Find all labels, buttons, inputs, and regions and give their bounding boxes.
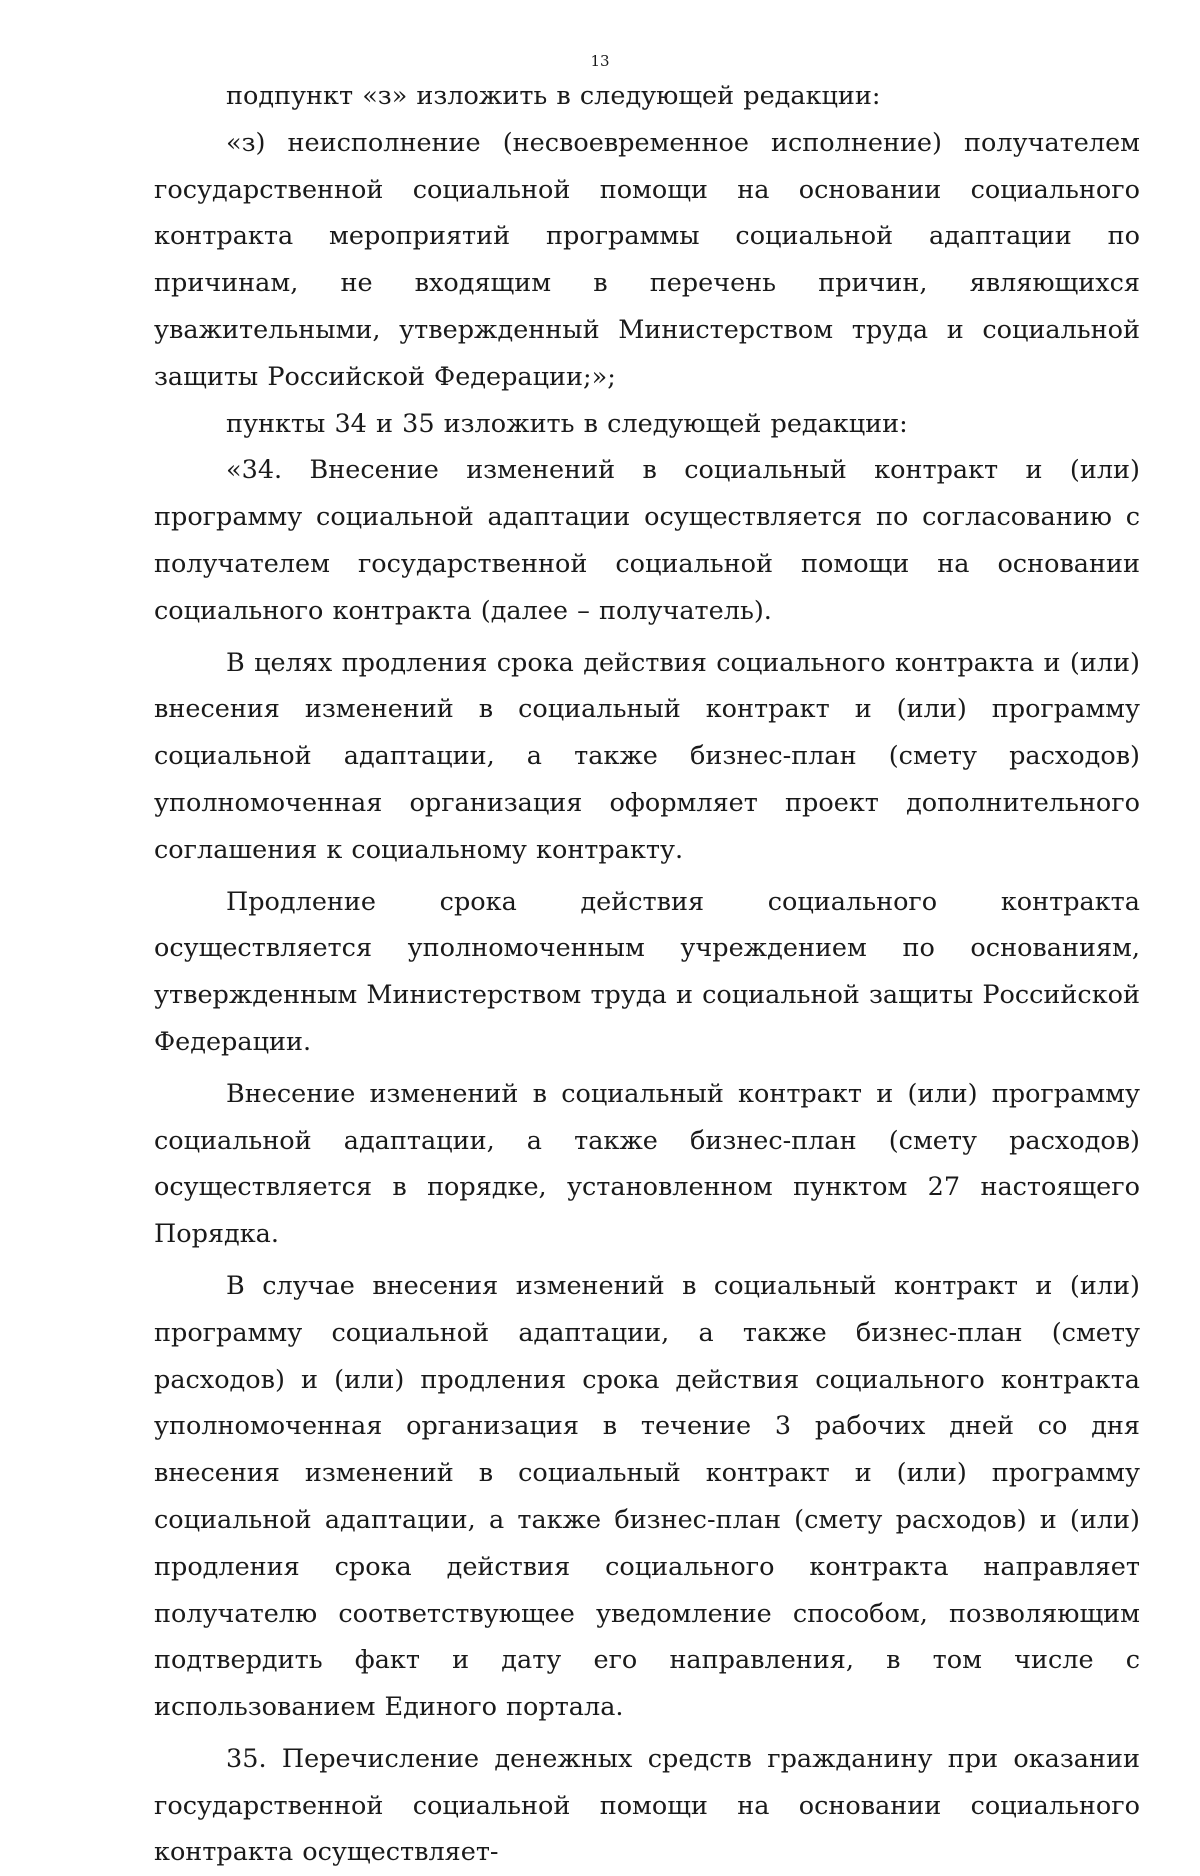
paragraph-subitem-z-text: «з) неисполнение (несвоевременное исполнение) получателем государственной социальной помощи на основании социального контракта мероприятий программы социальной адаптации по причинам, не входящим в перечень причин, являющихся уважительными, утвержденный Министерством труда и социальной защиты Российской Федерации;»; [154, 127, 1140, 392]
paragraph-amendment-procedure: Внесение изменений в социальный контракт и (или) программу социальной адаптации, а также бизнес-план (смету расходов) осуществляется в порядке, установленном пунктом 27 настоящего Порядка. [154, 1078, 1140, 1250]
page-number: 13 [590, 52, 610, 70]
paragraph-items-34-35-intro: пункты 34 и 35 изложить в следующей редакции: [226, 408, 908, 439]
paragraph-item-35: 35. Перечисление денежных средств гражданину при оказании государственной социальной помощи на основании социального контракта осуществляет- [154, 1743, 1140, 1868]
paragraph-notification: В случае внесения изменений в социальный контракт и (или) программу социальной адаптации, а также бизнес-план (смету расходов) и (или) продления срока действия социального контракта уполномоченная организация в течение 3 рабочих дней со дня внесения изменений в социальный контракт и (или) программу социальной адаптации, а также бизнес-план (смету расходов) и (или) продления срока действия социального контракта направляет получателю соответствующее уведомление способом, позволяющим подтвердить факт и дату его направления, в том числе с использованием Единого портала. [154, 1270, 1140, 1723]
paragraph-extension-grounds: Продление срока действия социального контракта осуществляется уполномоченным учреждением по основаниям, утвержденным Министерством труда и социальной защиты Российской Федерации. [154, 886, 1140, 1057]
document-body [154, 73, 1140, 1876]
paragraph-extension-purposes: В целях продления срока действия социального контракта и (или) внесения изменений в социальный контракт и (или) программу социальной адаптации, а также бизнес-план (смету расходов) уполномоченная организация оформляет проект дополнительного соглашения к социальному контракту. [154, 647, 1140, 865]
paragraph-item-34: «34. Внесение изменений в социальный контракт и (или) программу социальной адаптации осуществляется по согласованию с получателем государственной социальной помощи на основании социального контракта (далее – получатель). [154, 455, 1140, 626]
paragraph-subitem-z-intro: подпункт «з» изложить в следующей редакции: [226, 81, 881, 111]
